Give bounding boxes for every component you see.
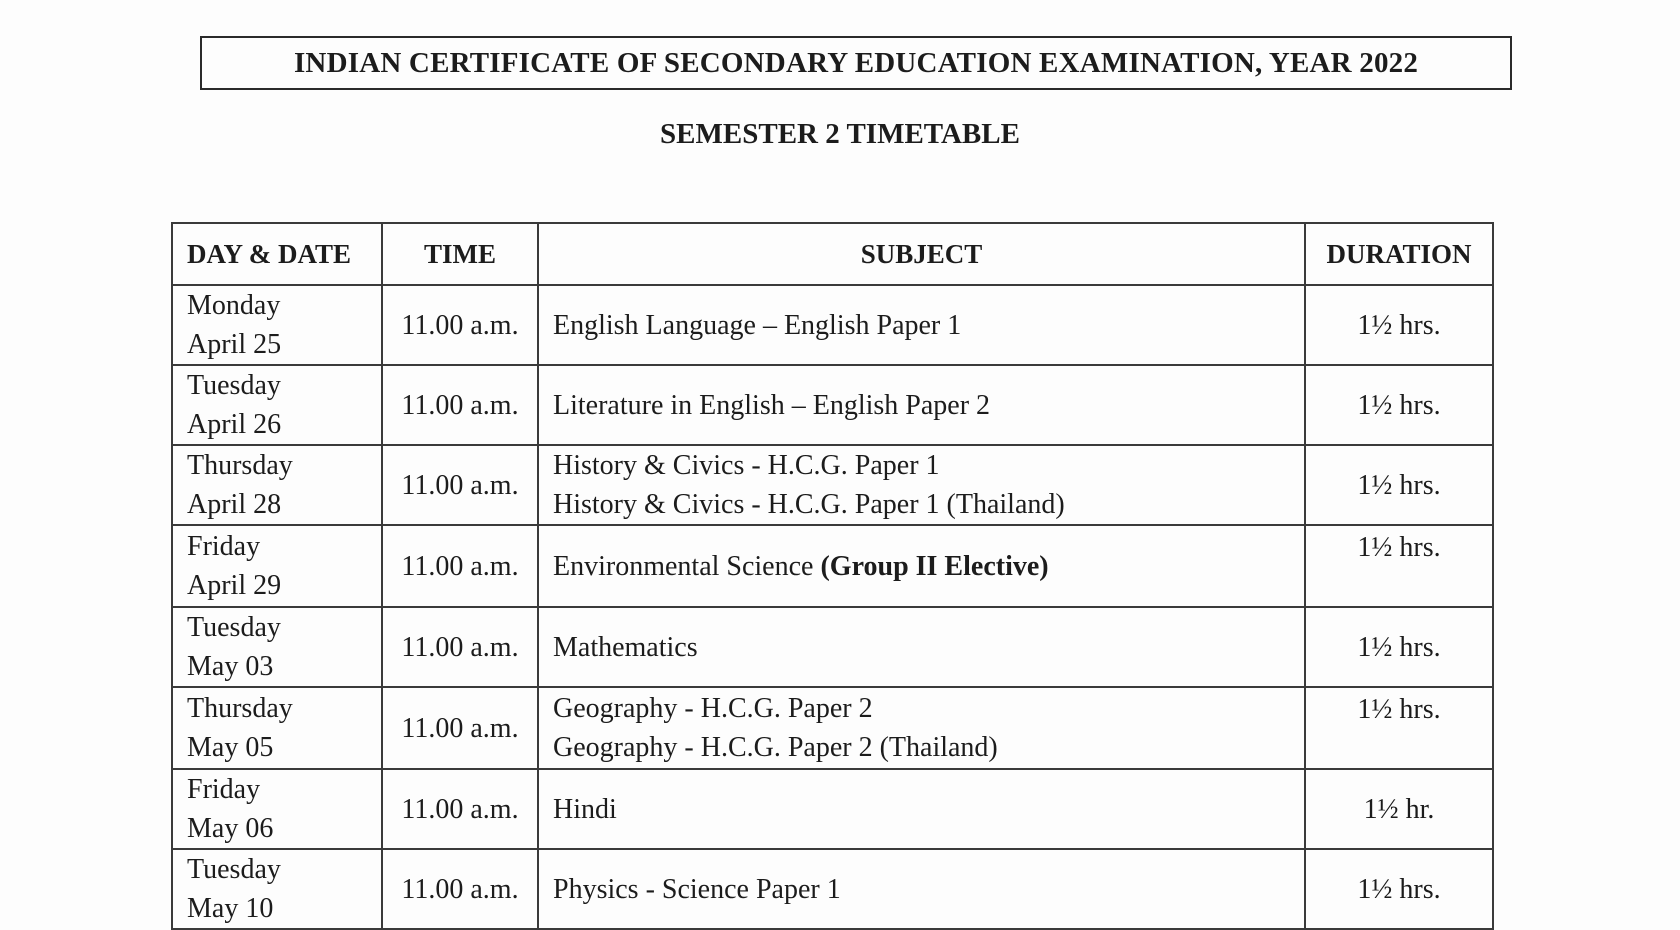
day-name: Friday — [187, 774, 261, 805]
subject-line — [553, 689, 1304, 728]
day-date-cell — [172, 607, 382, 687]
exam-date: April 28 — [187, 489, 282, 520]
exam-time: 11.00 a.m. — [382, 365, 538, 445]
table-row — [172, 849, 1493, 929]
subject-cell — [538, 607, 1305, 687]
subject-text: History & Civics - H.C.G. Paper 1 — [553, 450, 940, 481]
exam-duration: 1½ hr. — [1305, 769, 1493, 849]
exam-date: April 25 — [187, 329, 282, 360]
day-name: Tuesday — [187, 854, 281, 885]
day-name: Tuesday — [187, 370, 281, 401]
exam-time: 11.00 a.m. — [382, 687, 538, 769]
exam-date: April 29 — [187, 570, 282, 601]
table-row — [172, 607, 1493, 687]
exam-duration: 1½ hrs. — [1305, 445, 1493, 525]
subject-cell — [538, 365, 1305, 445]
subject-text: Hindi — [553, 793, 617, 825]
table-header-row — [172, 223, 1493, 285]
exam-duration: 1½ hrs. — [1305, 607, 1493, 687]
day-date-cell — [172, 769, 382, 849]
subject-line — [553, 547, 1304, 586]
exam-time: 11.00 a.m. — [382, 445, 538, 525]
subject-text: Literature in English – English Paper 2 — [553, 389, 991, 421]
column-header-day-date: DAY & DATE — [172, 223, 382, 285]
exam-date: May 05 — [187, 732, 274, 763]
subject-line — [553, 870, 1304, 909]
day-name: Thursday — [187, 450, 293, 481]
column-header-subject: SUBJECT — [538, 223, 1305, 285]
day-date-cell — [172, 445, 382, 525]
exam-time: 11.00 a.m. — [382, 285, 538, 365]
column-header-time: TIME — [382, 223, 538, 285]
exam-time: 11.00 a.m. — [382, 769, 538, 849]
table-row — [172, 687, 1493, 769]
day-date-cell — [172, 365, 382, 445]
exam-time: 11.00 a.m. — [382, 525, 538, 607]
exam-duration: 1½ hrs. — [1305, 365, 1493, 445]
exam-title: INDIAN CERTIFICATE OF SECONDARY EDUCATION EXAMINATION, YEAR 2022 — [293, 46, 1419, 79]
day-name: Friday — [187, 531, 261, 562]
day-name: Monday — [187, 290, 281, 321]
exam-duration: 1½ hrs. — [1305, 849, 1493, 929]
day-date-cell — [172, 687, 382, 769]
timetable-body — [172, 285, 1493, 929]
exam-date: May 10 — [187, 893, 274, 924]
subject-text: Geography - H.C.G. Paper 2 (Thailand) — [553, 732, 998, 763]
day-date-cell — [172, 285, 382, 365]
exam-date: April 26 — [187, 409, 282, 440]
table-row — [172, 445, 1493, 525]
table-row — [172, 769, 1493, 849]
exam-duration: 1½ hrs. — [1305, 285, 1493, 365]
subject-line — [553, 446, 1304, 485]
subject-cell — [538, 687, 1305, 769]
day-name: Tuesday — [187, 612, 281, 643]
exam-time: 11.00 a.m. — [382, 849, 538, 929]
subject-text: Physics - Science Paper 1 — [553, 873, 841, 905]
exam-date: May 06 — [187, 813, 274, 844]
subject-elective-note: (Group II Elective) — [820, 550, 1049, 582]
subject-line — [553, 728, 1304, 767]
table-row — [172, 365, 1493, 445]
exam-time: 11.00 a.m. — [382, 607, 538, 687]
subject-cell — [538, 525, 1305, 607]
subject-cell — [538, 445, 1305, 525]
day-date-cell — [172, 849, 382, 929]
subject-cell — [538, 769, 1305, 849]
timetable-subtitle: SEMESTER 2 TIMETABLE — [660, 118, 1020, 150]
subject-cell — [538, 285, 1305, 365]
subject-text: Geography - H.C.G. Paper 2 — [553, 693, 873, 724]
exam-duration: 1½ hrs. — [1305, 525, 1493, 607]
subject-text: Mathematics — [553, 631, 698, 663]
subject-text: Environmental Science — [553, 550, 821, 582]
day-date-cell — [172, 525, 382, 607]
subject-text: History & Civics - H.C.G. Paper 1 (Thailand) — [553, 489, 1065, 520]
table-row — [172, 285, 1493, 365]
exam-title-box — [200, 36, 1512, 90]
subject-line — [553, 628, 1304, 667]
subject-text: English Language – English Paper 1 — [553, 309, 962, 341]
timetable — [171, 222, 1494, 930]
subject-cell — [538, 849, 1305, 929]
column-header-duration: DURATION — [1305, 223, 1493, 285]
subject-line — [553, 306, 1304, 345]
subject-line — [553, 386, 1304, 425]
day-name: Thursday — [187, 693, 293, 724]
exam-date: May 03 — [187, 651, 274, 682]
exam-duration: 1½ hrs. — [1305, 687, 1493, 769]
subject-line — [553, 790, 1304, 829]
subject-line — [553, 485, 1304, 524]
table-row — [172, 525, 1493, 607]
